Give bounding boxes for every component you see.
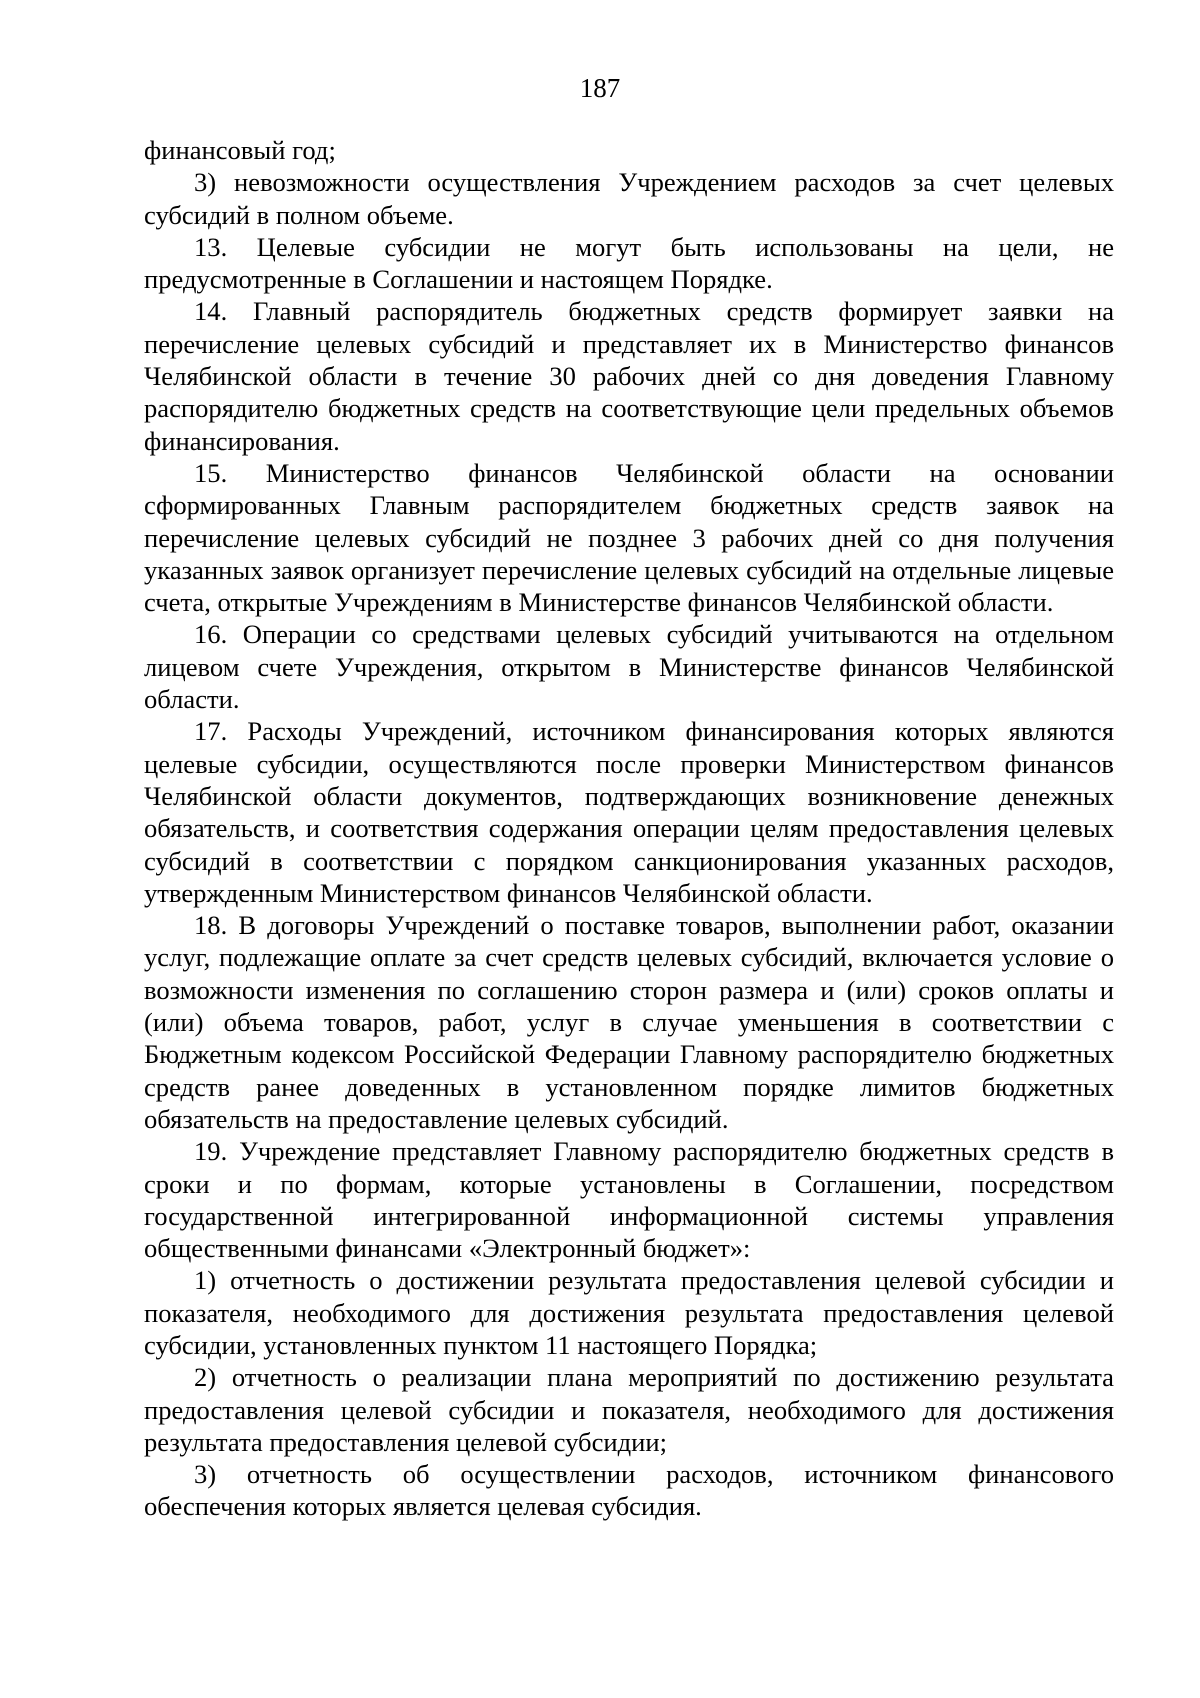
paragraph-13: 13. Целевые субсидии не могут быть использованы на цели, не предусмотренные в Соглашении и настоящем Порядке. <box>144 231 1114 295</box>
paragraph-item-3: 3) невозможности осуществления Учреждением расходов за счет целевых субсидий в полном объеме. <box>144 167 1114 230</box>
document-body <box>144 134 1114 1523</box>
paragraph-19-item-2: 2) отчетность о реализации плана мероприятий по достижению результата предоставления целевой субсидии и показателя, необходимого для достижения результата предоставления целевой субсидии; <box>144 1362 1114 1457</box>
page-number: 187 <box>579 73 621 103</box>
paragraph-19: 19. Учреждение представляет Главному распорядителю бюджетных средств в сроки и по формам, которые установлены в Соглашении, посредством государственной интегрированной информационной системы управления общественными финансами «Электронный бюджет»: <box>144 1136 1114 1264</box>
paragraph-16: 16. Операции со средствами целевых субсидий учитываются на отдельном лицевом счете Учреждения, открытом в Министерстве финансов Челябинской области. <box>144 619 1114 715</box>
paragraph-continuation: финансовый год; <box>144 135 336 165</box>
paragraph-17: 17. Расходы Учреждений, источником финансирования которых являются целевые субсидии, осуществляются после проверки Министерством финансов Челябинской области документов, подтверждающих возникновение денежных обязательств, и соответствия содержания операции целям предоставления целевых субсидий в соответствии с порядком санкционирования указанных расходов, утвержденным Министерством финансов Челябинской области. <box>144 716 1114 908</box>
paragraph-19-item-3: 3) отчетность об осуществлении расходов, источником финансового обеспечения которых является целевая субсидия. <box>144 1459 1114 1522</box>
paragraph-15: 15. Министерство финансов Челябинской области на основании сформированных Главным распорядителем бюджетных средств заявок на перечисление целевых субсидий не позднее 3 рабочих дней со дня получения указанных заявок организует перечисление целевых субсидий на отдельные лицевые счета, открытые Учреждениям в Министерстве финансов Челябинской области. <box>144 457 1114 618</box>
paragraph-14: 14. Главный распорядитель бюджетных средств формирует заявки на перечисление целевых субсидий и представляет их в Министерство финансов Челябинской области в течение 30 рабочих дней со дня доведения Главному распорядителю бюджетных средств на соответствующие цели предельных объемов финансирования. <box>144 296 1114 456</box>
paragraph-19-item-1: 1) отчетность о достижении результата предоставления целевой субсидии и показателя, необходимого для достижения результата предоставления целевой субсидии, установленных пунктом 11 настоящего Порядка; <box>144 1265 1114 1360</box>
paragraph-18: 18. В договоры Учреждений о поставке товаров, выполнении работ, оказании услуг, подлежащие оплате за счет средств целевых субсидий, включается условие о возможности изменения по соглашению сторон размера и (или) сроков оплаты и (или) объема товаров, работ, услуг в случае уменьшения в соответствии с Бюджетным кодексом Российской Федерации Главному распорядителю бюджетных средств ранее доведенных в установленном порядке лимитов бюджетных обязательств на предоставление целевых субсидий. <box>144 910 1114 1134</box>
